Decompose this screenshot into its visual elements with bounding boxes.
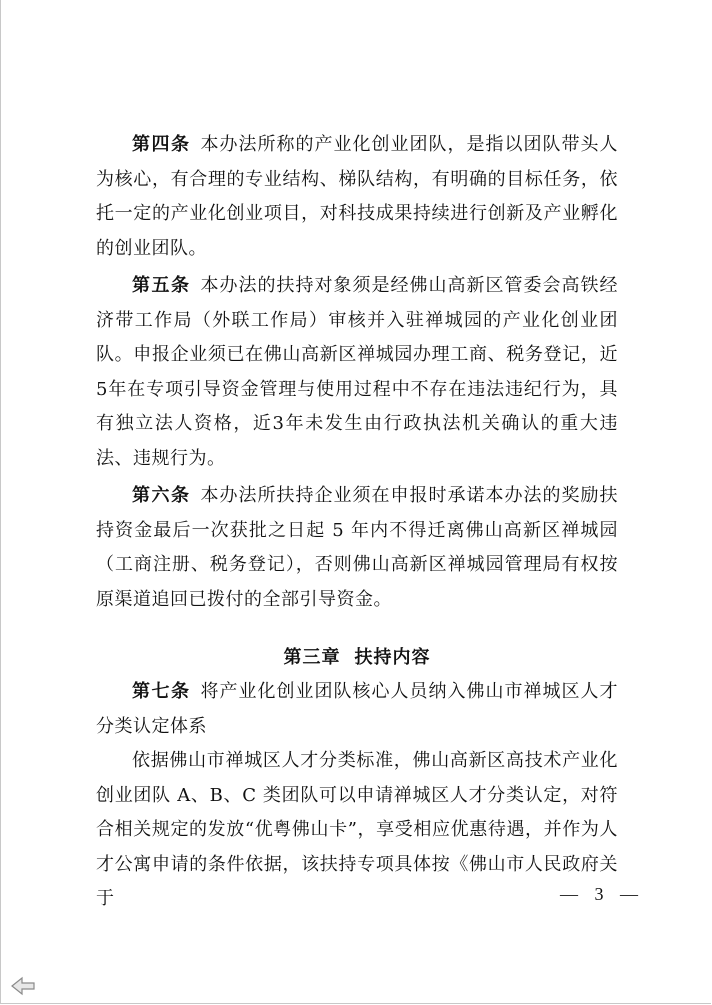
article-7-label: 第七条 [132, 681, 191, 702]
article-4-text: 本办法所称的产业化创业团队，是指以团队带头人为核心，有合理的专业结构、梯队结构，有明确的目标任务，依托一定的产业化创业项目，对科技成果持续进行创新及产业孵化的创业团队。 [96, 134, 618, 259]
article-7-body: 依据佛山市禅城区人才分类标准，佛山高新区高技术产业化创业团队 A、B、C 类团队可以申请禅城区人才分类认定，对符合相关规定的发放“优粤佛山卡”，享受相应优惠待遇，并作为人才公寓申请的条件依据，该扶持专项具体按《佛山市人民政府关于 [96, 750, 618, 909]
article-7 [96, 675, 618, 744]
chapter-heading [96, 643, 618, 673]
document-body [96, 128, 618, 917]
article-4-label: 第四条 [132, 134, 191, 155]
article-4 [96, 128, 618, 266]
article-6 [96, 479, 618, 617]
page-number: — 3 — [560, 884, 644, 904]
chapter-number: 第三章 [283, 647, 341, 668]
article-5-text: 本办法的扶持对象须是经佛山高新区管委会高铁经济带工作局（外联工作局）审核并入驻禅城园的产业化创业团队。申报企业须已在佛山高新区禅城园办理工商、税务登记，近5年在专项引导资金管理与使用过程中不存在违法违纪行为，具有独立法人资格，近3年未发生由行政执法机关确认的重大违法、违规行为。 [96, 275, 618, 469]
chapter-title: 扶持内容 [354, 647, 431, 668]
article-5 [96, 269, 618, 476]
back-arrow-icon[interactable] [10, 975, 36, 997]
article-5-label: 第五条 [132, 275, 191, 296]
article-7-text: 将产业化创业团队核心人员纳入佛山市禅城区人才分类认定体系 [96, 681, 618, 737]
article-6-label: 第六条 [132, 485, 191, 506]
article-6-text: 本办法所扶持企业须在申报时承诺本办法的奖励扶持资金最后一次获批之日起 5 年内不得迁离佛山高新区禅城园（工商注册、税务登记），否则佛山高新区禅城园管理局有权按原渠道追回已拨付的全部引导资金。 [96, 485, 618, 610]
